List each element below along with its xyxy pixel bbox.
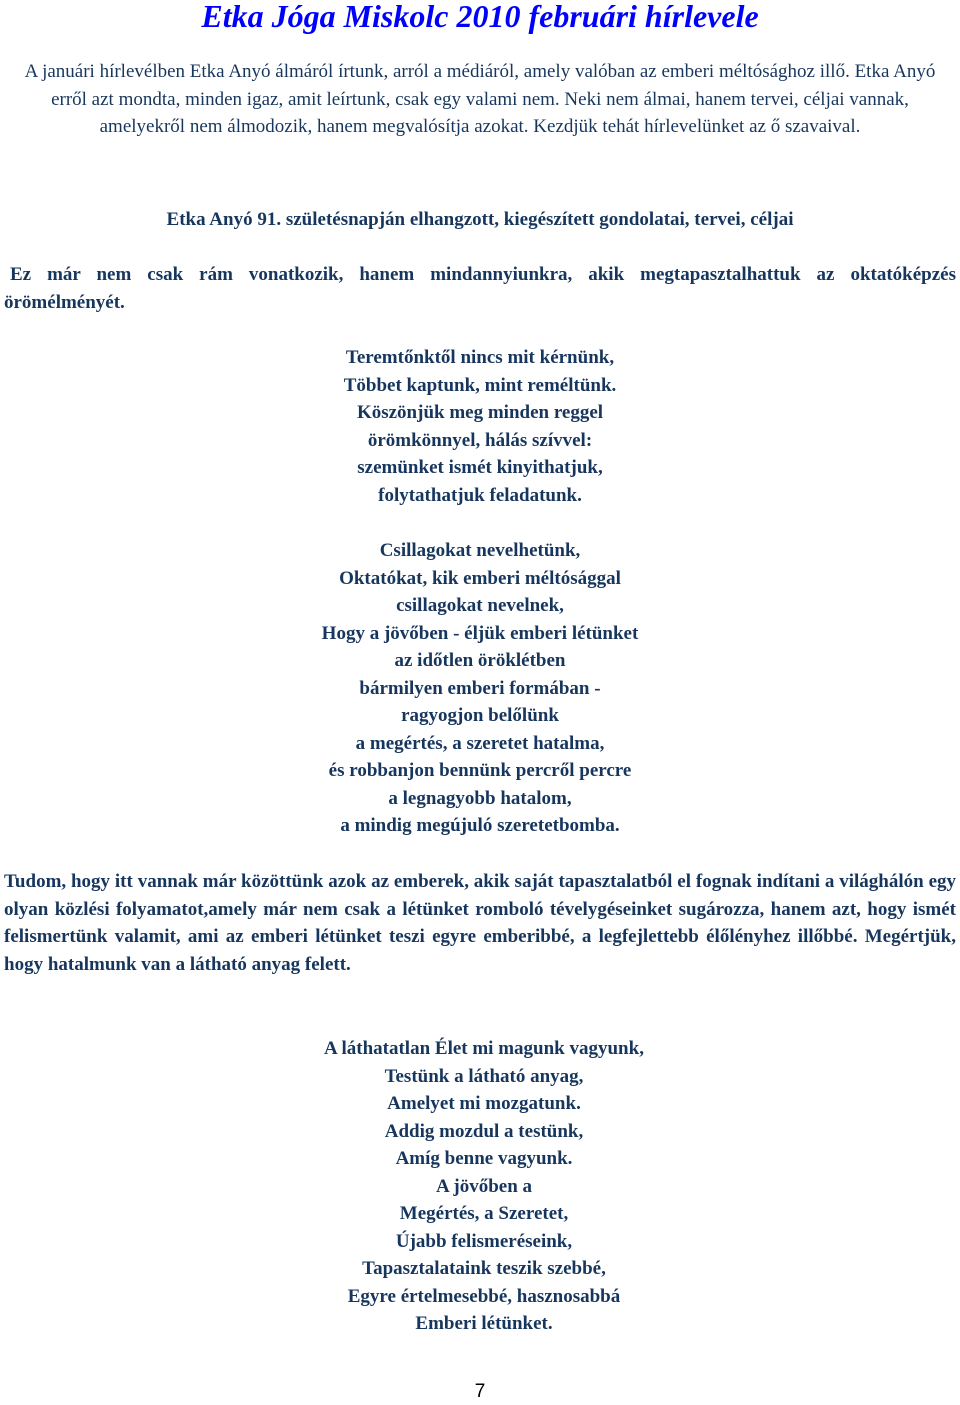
newsletter-title: Etka Jóga Miskolc 2010 februári hírlevele [201,0,759,34]
poem-line: ragyogjon belőlünk [401,705,559,726]
poem-line: Többet kaptunk, mint reméltünk. [343,374,617,396]
poem-line: Köszönjük meg minden reggel [356,402,604,423]
poem-line: csillagokat nevelnek, [396,595,564,616]
poem-line: az időtlen öröklétben [394,650,566,671]
poem-line: szemünket ismét kinyithatjuk, [357,457,603,478]
poem-line: Újabb felismeréseink, [395,1230,573,1252]
poem-line: Amelyet mi mozgatunk. [387,1093,581,1114]
paragraph-experience: Ez már nem csak rám vonatkozik, hanem mindannyiunkra, akik megtapasztalhattuk az oktatóképzés örömélményét. [4,264,956,313]
poem-line: Teremtőnktől nincs mit kérnünk, [345,347,615,368]
poem-gratitude [0,344,960,509]
poem-line: Tapasztalataink teszik szebbé, [362,1258,606,1279]
poem-line: Megértés, a Szeretet, [399,1203,569,1224]
poem-line: A jövőben a [435,1175,533,1197]
poem-line: örömkönnyel, hálás szívvel: [367,429,593,451]
poem-line: és robbanjon bennünk percről percre [328,760,632,781]
page-number: 7 [474,1381,486,1402]
poem-line: Addig mozdul a testünk, [384,1120,584,1142]
poem-line: a mindig megújuló szeretetbomba. [340,815,620,836]
poem-line: Egyre értelmesebbé, hasznosabbá [347,1285,621,1307]
poem-line: a legnagyobb hatalom, [388,787,572,809]
paragraph-world-wide-web: Tudom, hogy itt vannak már közöttünk azok az emberek, akik saját tapasztalatból el fognak indítani a világhálón egy olyan közlési folyamatot,amely már nem csak a létünket romboló tévelygéseinket sugározza, hanem azt, hogy ismét felismertünk valamit, ami az emberi létünket teszi egyre emberibbé, a legfejlettebb élőlényhez illőbbé. Megértjük, hogy hatalmunk van a látható anyag felett. [4,871,956,975]
poem-line: Csillagokat nevelhetünk, [379,540,581,561]
poem-line: bármilyen emberi formában - [359,677,601,699]
poem-line: Testünk a látható anyag, [384,1065,584,1087]
poem-line: a megértés, a szeretet hatalma, [355,732,605,754]
poem-line: Amíg benne vagyunk. [395,1148,573,1169]
poem-line: Hogy a jövőben - éljük emberi létünket [321,622,639,644]
poem-line: Oktatókat, kik emberi méltósággal [339,567,621,589]
poem-line: folytathatjuk feladatunk. [378,484,582,506]
poem-invisible-life [4,1035,960,1338]
poem-stars [0,537,960,840]
poem-line: A láthatatlan Élet mi magunk vagyunk, [324,1038,644,1059]
poem-line: Emberi létünket. [415,1313,553,1334]
intro-paragraph: A januári hírlevélben Etka Anyó álmáról írtunk, arról a médiáról, amely valóban az emberi méltósághoz illő. Etka Anyó erről azt mondta, minden igaz, amit leírtunk, csak egy valami nem. Neki nem álmai, hanem tervei, céljai vannak, amelyekről nem álmodozik, hanem megvalósítja azokat. Kezdjük tehát hírlevelünket az ő szavaival. [24,61,936,137]
birthday-subheading: Etka Anyó 91. születésnapján elhangzott, kiegészített gondolatai, tervei, céljai [166,209,794,230]
